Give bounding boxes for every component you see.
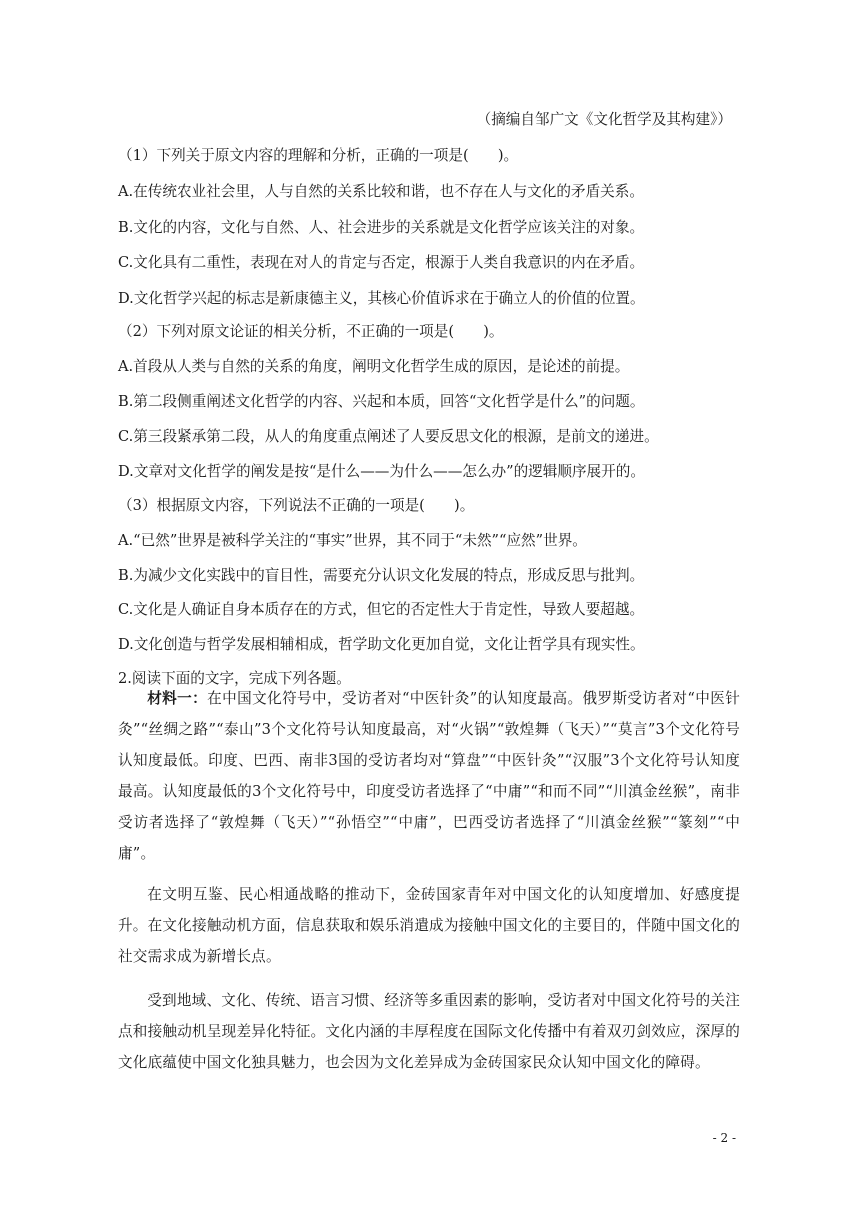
- question-3-stem: （3）根据原文内容，下列说法不正确的一项是( )。: [118, 497, 475, 514]
- question-2-option-b: B.第二段侧重阐述文化哲学的内容、兴起和本质，回答“文化哲学是什么”的问题。: [118, 393, 645, 410]
- question-2-option-a: A.首段从人类与自然的关系的角度，阐明文化哲学生成的原因，是论述的前提。: [118, 358, 630, 375]
- question-1-option-c: C.文化具有二重性，表现在对人的肯定与否定，根源于人类自我意识的内在矛盾。: [118, 254, 645, 271]
- question-3-option-a: A.“已然”世界是被科学关注的“事实”世界，其不同于“未然”“应然”世界。: [118, 532, 587, 549]
- question-3-option-d: D.文化创造与哲学发展相辅相成，哲学助文化更加自觉，文化让哲学具有现实性。: [118, 636, 645, 653]
- question-1-stem: （1）下列关于原文内容的理解和分析，正确的一项是( )。: [118, 147, 519, 164]
- question-2-option-c: C.第三段紧承第二段，从人的角度重点阐述了人要反思文化的根源，是前文的递进。: [118, 428, 659, 445]
- page-number: - 2 -: [712, 1131, 736, 1145]
- paragraph-3: 受到地域、文化、传统、语言习惯、经济等多重因素的影响，受访者对中国文化符号的关注点和接触动机呈现差异化特征。文化内涵的丰厚程度在国际文化传播中有着双刃剑效应，深厚的文化底蕴使中国文化独具魅力，也会因为文化差异成为金砖国家民众认知中国文化的障碍。: [118, 992, 740, 1071]
- question-2-option-d: D.文章对文化哲学的阐发是按“是什么——为什么——怎么办”的逻辑顺序展开的。: [118, 463, 645, 480]
- material-1-paragraph: [118, 683, 740, 869]
- material-1-text: 在中国文化符号中，受访者对“中医针灸”的认知度最高。俄罗斯受访者对“中医针灸”“丝绸之路”“泰山”3个文化符号认知度最高，对“火锅”“敦煌舞（飞天）”“莫言”3个文化符号认知度最低。印度、巴西、南非3国的受访者均对“算盘”“中医针灸”“汉服”3个文化符号认知度最高。认知度最低的3个文化符号中，印度受访者选择了“中庸”“和而不同”“川滇金丝猴”，南非受访者选择了“敦煌舞（飞天）”“孙悟空”“中庸”，巴西受访者选择了“川滇金丝猴”“篆刻”“中庸”。: [118, 690, 740, 862]
- section-2-heading: 2.阅读下面的文字，完成下列各题。: [118, 670, 351, 687]
- material-1-label: 材料一：: [147, 690, 208, 707]
- question-1-option-d: D.文化哲学兴起的标志是新康德主义，其核心价值诉求在于确立人的价值的位置。: [118, 290, 645, 307]
- question-3-option-c: C.文化是人确证自身本质存在的方式，但它的否定性大于肯定性，导致人要超越。: [118, 601, 645, 618]
- paragraph-2: 在文明互鉴、民心相通战略的推动下，金砖国家青年对中国文化的认知度增加、好感度提升。在文化接触动机方面，信息获取和娱乐消遣成为接触中国文化的主要目的，伴随中国文化的社交需求成为新增长点。: [118, 886, 740, 965]
- question-3-option-b: B.为减少文化实践中的盲目性，需要充分认识文化发展的特点，形成反思与批判。: [118, 567, 645, 584]
- source-citation: （摘编自邹广文《文化哲学及其构建》）: [476, 111, 732, 128]
- question-1-option-a: A.在传统农业社会里，人与自然的关系比较和谐，也不存在人与文化的矛盾关系。: [118, 183, 644, 200]
- question-1-option-b: B.文化的内容，文化与自然、人、社会进步的关系就是文化哲学应该关注的对象。: [118, 219, 645, 236]
- question-2-stem: （2）下列对原文论证的相关分析，不正确的一项是( )。: [118, 323, 504, 340]
